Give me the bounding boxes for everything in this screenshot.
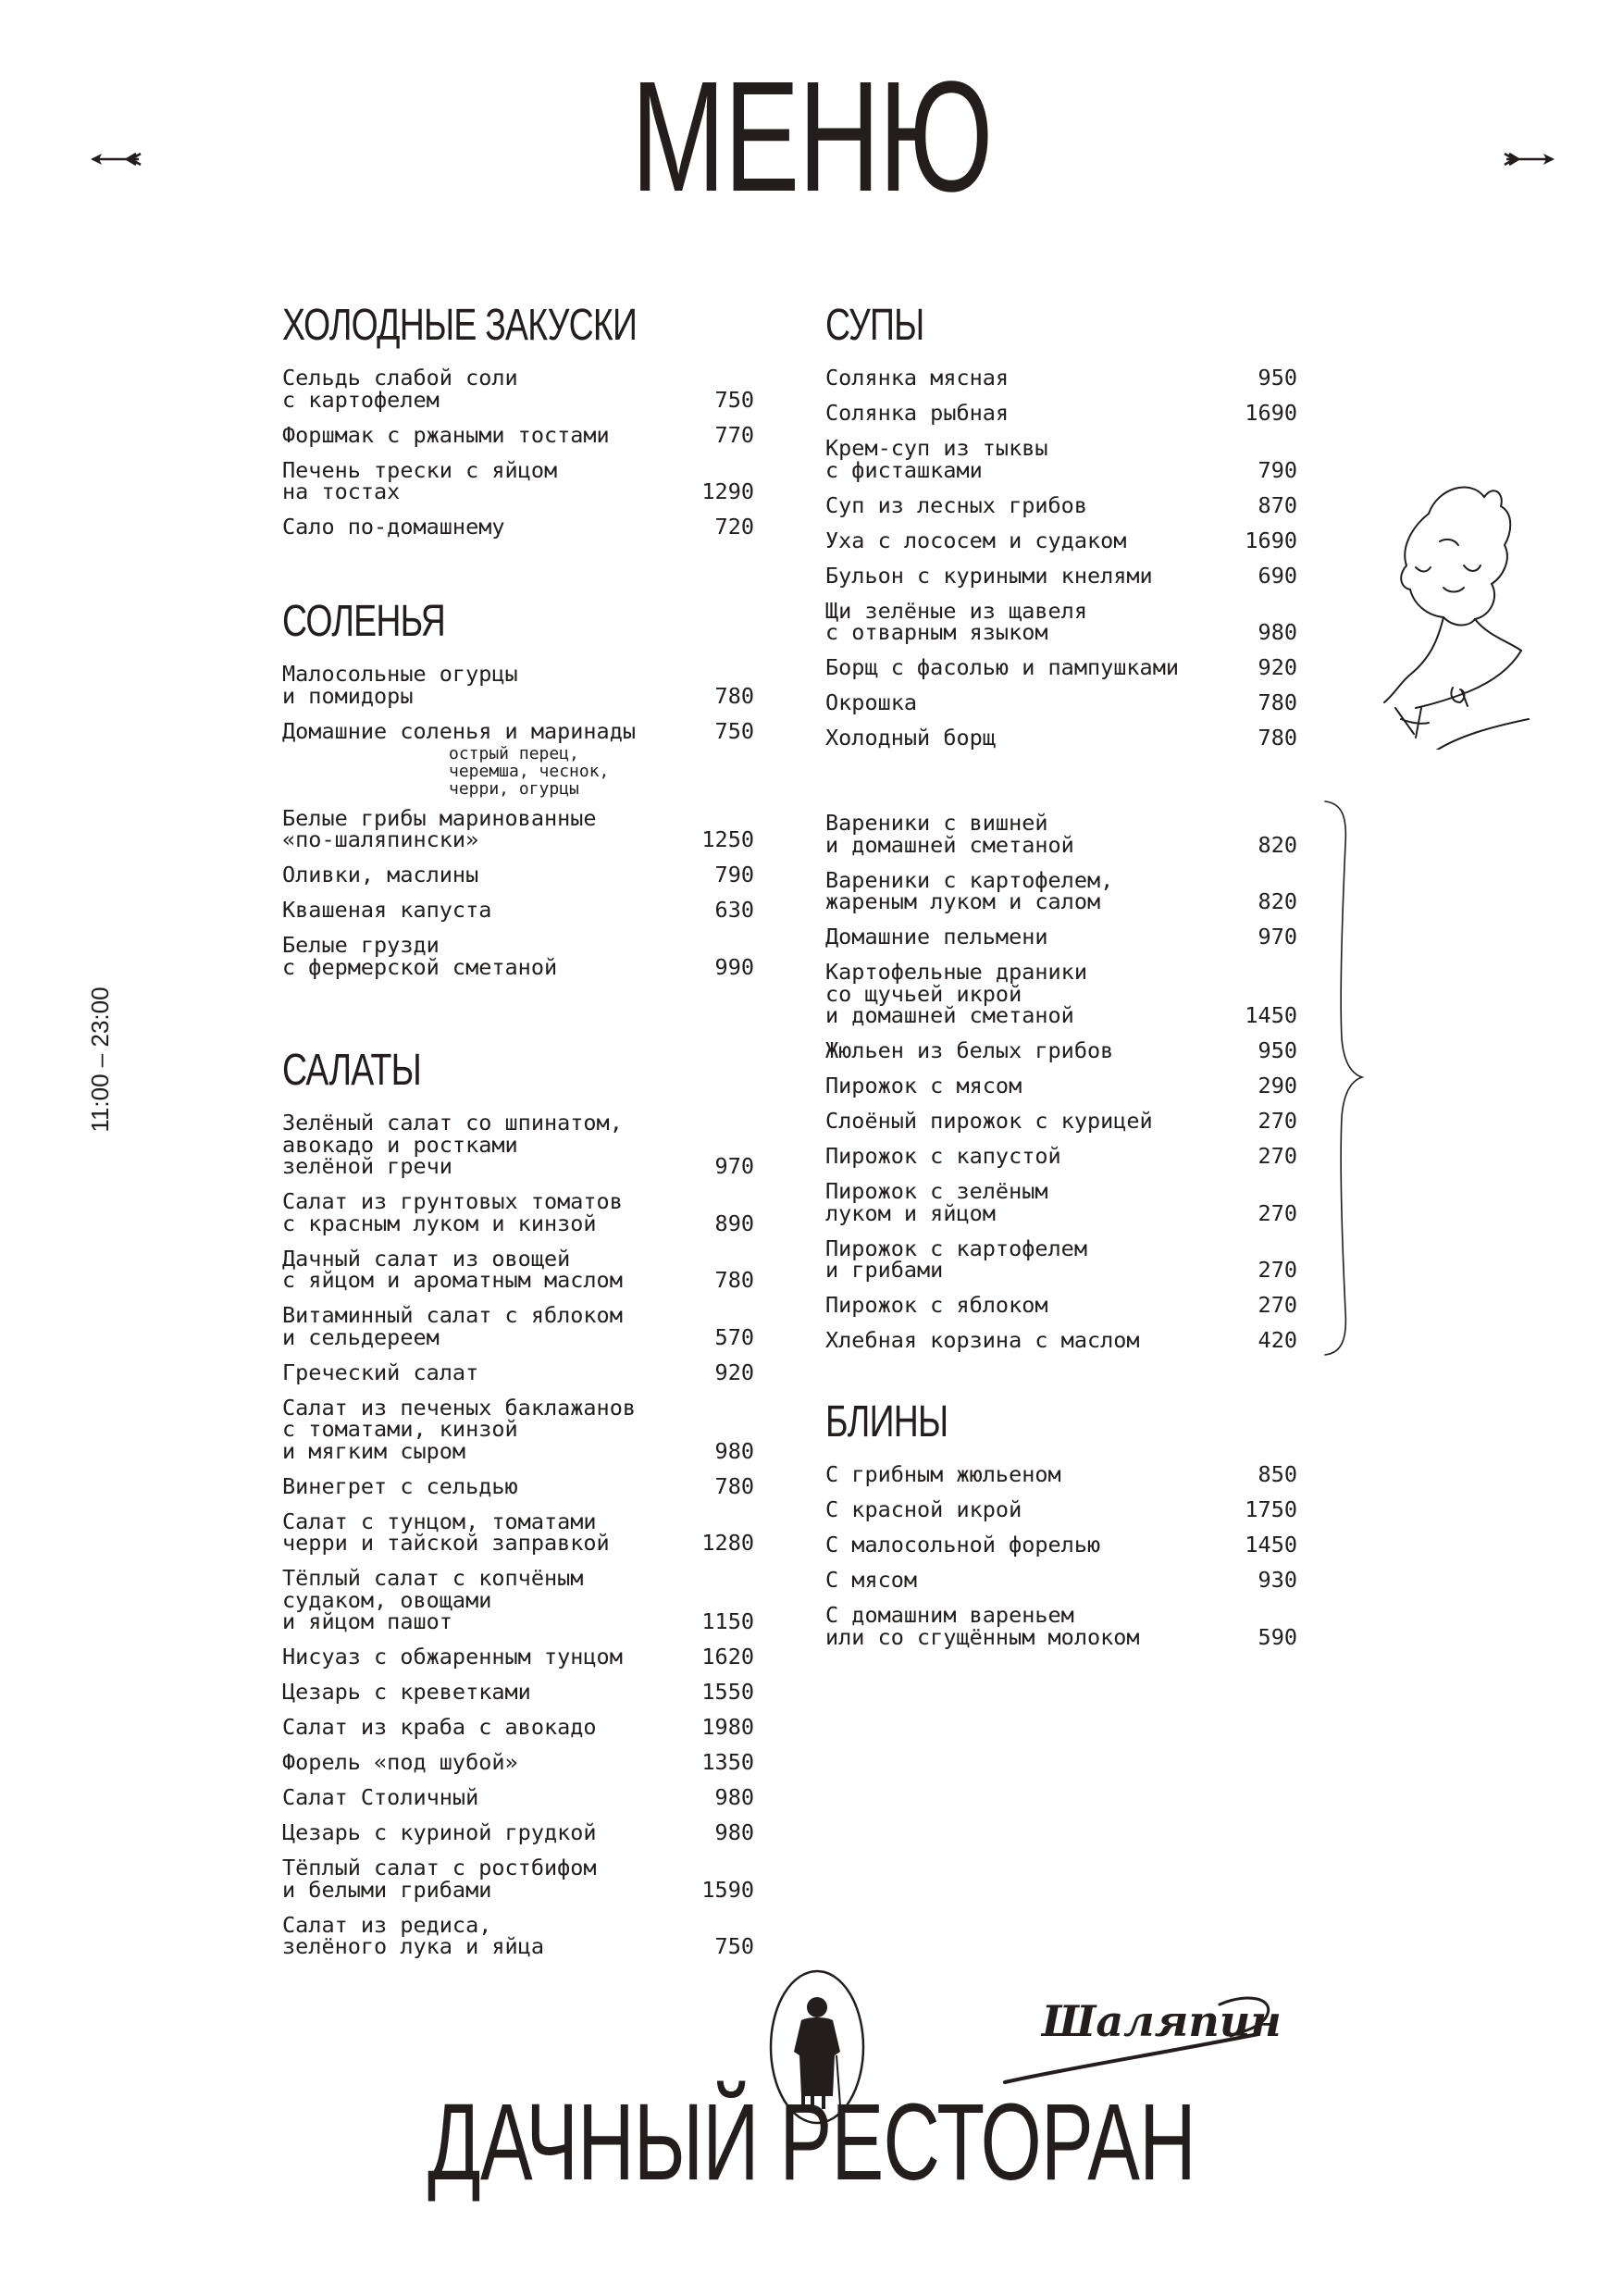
dish-price: 1750 <box>1245 1496 1297 1522</box>
dish-price: 750 <box>714 717 754 744</box>
menu-item <box>282 1359 754 1385</box>
dish-price: 290 <box>1258 1073 1297 1098</box>
section-title: ХОЛОДНЫЕ ЗАКУСКИ <box>282 301 638 350</box>
dish-price: 890 <box>714 1210 754 1236</box>
menu-item <box>825 926 1297 949</box>
dish-price: 780 <box>714 1472 754 1499</box>
dish-name: Картофельные драники со щучьей икрой и домашней сметаной <box>825 959 1087 1028</box>
dish-name: С грибным жюльеном <box>825 1461 1061 1487</box>
menu-item <box>282 897 754 923</box>
menu-item <box>825 400 1297 426</box>
dish-name: Белые грибы маринованные «по-шаляпински» <box>282 804 597 852</box>
dish-name: Окрошка <box>825 689 918 715</box>
menu-item <box>282 717 754 799</box>
menu-item <box>282 1245 754 1293</box>
dish-price: 1250 <box>701 826 754 852</box>
dish-name: Печень трески с яйцом на тостах <box>282 456 558 504</box>
menu-item <box>825 491 1297 518</box>
dish-name: Пирожок с капустой <box>825 1143 1061 1169</box>
menu-item <box>825 562 1297 589</box>
menu-item <box>825 1235 1297 1283</box>
menu-item <box>825 435 1297 483</box>
dish-price: 790 <box>714 862 754 887</box>
dish-price: 850 <box>1258 1461 1297 1487</box>
menu-item <box>825 367 1297 390</box>
dish-price: 270 <box>1258 1199 1297 1226</box>
dish-price: 270 <box>1258 1143 1297 1169</box>
dish-price: 750 <box>714 1933 754 1959</box>
dish-price: 420 <box>1258 1327 1297 1353</box>
curly-brace-icon <box>1321 798 1368 1358</box>
signature-logo <box>988 1979 1282 2088</box>
dish-name: Жюльен из белых грибов <box>825 1037 1114 1063</box>
menu-item <box>825 1496 1297 1522</box>
menu-list <box>825 810 1297 1353</box>
menu-item <box>282 1857 754 1901</box>
dish-price: 1290 <box>701 478 754 504</box>
menu-item <box>282 864 754 887</box>
menu-item <box>825 1178 1297 1226</box>
dish-price: 970 <box>714 1153 754 1179</box>
restaurant-name: ДАЧНЫЙ РЕСТОРАН <box>427 2081 1196 2203</box>
dish-price: 990 <box>714 953 754 980</box>
section-title: СОЛЕНЬЯ <box>282 597 445 646</box>
dish-name: Солянка мясная <box>825 365 1010 391</box>
dish-name: Форшмак с ржаными тостами <box>282 421 610 448</box>
dish-name: Салат из печеных баклажанов с томатами, кинзой и мягким сыром <box>282 1394 637 1464</box>
section-cold-appetizers <box>282 301 754 552</box>
menu-item <box>825 1292 1297 1318</box>
dish-name: Салат из редиса, зелёного лука и яйца <box>282 1911 544 1959</box>
menu-item <box>282 1714 754 1740</box>
dish-name: Вареники с вишней и домашней сметаной <box>825 810 1074 858</box>
menu-item <box>282 1679 754 1705</box>
dish-price: 920 <box>714 1359 754 1385</box>
dish-name: Белые грузди с фермерской сметаной <box>282 932 558 980</box>
dish-name: Домашние соленья и маринады <box>282 717 637 744</box>
menu-item <box>282 1394 754 1464</box>
dish-price: 1690 <box>1245 527 1297 553</box>
menu-item <box>825 1037 1297 1063</box>
dish-name: Винегрет с сельдью <box>282 1472 518 1499</box>
section-soups <box>825 301 1297 763</box>
dish-name: Холодный борщ <box>825 725 996 751</box>
dish-price: 780 <box>714 1267 754 1293</box>
dish-price: 820 <box>1258 831 1297 858</box>
arrow-left-icon <box>87 150 142 168</box>
dish-price: 590 <box>1258 1623 1297 1650</box>
menu-item <box>282 516 754 539</box>
dish-name: Салат из краба с авокадо <box>282 1714 597 1740</box>
menu-item <box>282 1508 754 1556</box>
menu-item <box>825 597 1297 645</box>
dish-price: 930 <box>1258 1567 1297 1593</box>
dish-price: 980 <box>1258 619 1297 645</box>
dish-price: 690 <box>1258 562 1297 589</box>
dish-price: 920 <box>1258 654 1297 680</box>
dish-price: 950 <box>1258 365 1297 391</box>
menu-list <box>282 661 754 980</box>
menu-item <box>825 1534 1297 1557</box>
dish-name: Слоёный пирожок с курицей <box>825 1108 1153 1134</box>
dish-name: Нисуаз с обжаренным тунцом <box>282 1644 623 1669</box>
menu-item <box>825 527 1297 553</box>
dish-name: Квашеная капуста <box>282 897 492 923</box>
dish-price: 780 <box>714 682 754 709</box>
dish-price: 950 <box>1258 1037 1297 1063</box>
menu-item <box>282 1749 754 1775</box>
menu-item <box>282 456 754 504</box>
dish-price: 1450 <box>1245 1532 1297 1558</box>
menu-item <box>825 1567 1297 1593</box>
menu-item <box>825 727 1297 750</box>
dish-name: Пирожок с зелёным луком и яйцом <box>825 1178 1048 1226</box>
dish-name: Хлебная корзина с маслом <box>825 1327 1140 1353</box>
menu-item <box>825 1143 1297 1169</box>
menu-item <box>825 1602 1297 1650</box>
menu-item <box>825 689 1297 715</box>
dish-name: Салат из грунтовых томатов с красным луком и кинзой <box>282 1188 623 1236</box>
menu-item <box>282 1565 754 1634</box>
dish-name: С красной икрой <box>825 1496 1022 1522</box>
menu-item <box>825 1461 1297 1487</box>
menu-item <box>825 866 1297 914</box>
chaliapin-sketch-illustration <box>1373 477 1530 750</box>
dish-name: Щи зелёные из щавеля с отварным языком <box>825 597 1087 645</box>
dish-price: 790 <box>1258 456 1297 483</box>
dish-price: 720 <box>714 514 754 540</box>
dish-name: С мясом <box>825 1567 918 1593</box>
menu-list <box>825 367 1297 750</box>
menu-item <box>825 810 1297 858</box>
arrow-right-icon <box>1503 150 1558 168</box>
dish-name: Форель «под шубой» <box>282 1749 518 1775</box>
menu-item <box>825 1075 1297 1098</box>
dish-price: 820 <box>1258 888 1297 914</box>
menu-list <box>282 367 754 539</box>
section-salads <box>282 1046 754 1971</box>
dish-price: 780 <box>1258 689 1297 715</box>
menu-item <box>825 1327 1297 1353</box>
dish-name: Сало по-домашнему <box>282 514 505 540</box>
dish-price: 980 <box>714 1437 754 1464</box>
dish-price: 630 <box>714 897 754 923</box>
dish-name: Греческий салат <box>282 1359 479 1385</box>
dish-name: Домашние пельмени <box>825 924 1048 949</box>
dish-price: 1620 <box>701 1644 754 1669</box>
menu-item <box>825 1108 1297 1134</box>
dish-price: 1550 <box>701 1679 754 1705</box>
menu-item <box>282 1646 754 1669</box>
dish-price: 1350 <box>701 1749 754 1775</box>
menu-item <box>282 661 754 709</box>
menu-item <box>282 367 754 411</box>
menu-item <box>282 1911 754 1959</box>
dish-price: 270 <box>1258 1292 1297 1318</box>
dish-price: 1980 <box>701 1714 754 1740</box>
dish-price: 980 <box>714 1819 754 1845</box>
menu-item <box>282 804 754 852</box>
dish-name: Дачный салат из овощей с яйцом и ароматным маслом <box>282 1245 623 1293</box>
dish-price: 780 <box>1258 725 1297 751</box>
dish-price: 970 <box>1258 924 1297 949</box>
dish-name: Цезарь с куриной грудкой <box>282 1819 597 1845</box>
dish-name: Пирожок с мясом <box>825 1073 1022 1098</box>
dish-name: С малосольной форелью <box>825 1532 1101 1558</box>
dish-price: 770 <box>714 421 754 448</box>
dish-name: Оливки, маслины <box>282 862 479 887</box>
menu-item <box>282 1302 754 1350</box>
dish-name: С домашним вареньем или со сгущённым молоком <box>825 1602 1140 1650</box>
dish-name: Борщ с фасолью и пампушками <box>825 654 1180 680</box>
dish-name: Солянка рыбная <box>825 400 1010 426</box>
menu-list <box>282 1112 754 1958</box>
menu-item <box>282 1472 754 1499</box>
menu-item <box>282 1112 754 1178</box>
dish-name: Суп из лесных грибов <box>825 491 1087 518</box>
dish-name: Салат с тунцом, томатами черри и тайской заправкой <box>282 1508 610 1556</box>
dish-name: Пирожок с картофелем и грибами <box>825 1235 1087 1283</box>
dish-name: Вареники с картофелем, жареным луком и салом <box>825 866 1114 914</box>
menu-item <box>282 421 754 448</box>
dish-name: Тёплый салат с копчёным судаком, овощами и яйцом пашот <box>282 1565 584 1634</box>
section-hot-dishes <box>825 810 1297 1365</box>
dish-price: 1150 <box>701 1608 754 1634</box>
section-blini <box>825 1397 1297 1662</box>
dish-price: 570 <box>714 1323 754 1350</box>
dish-price: 270 <box>1258 1257 1297 1283</box>
dish-name: Цезарь с креветками <box>282 1679 531 1705</box>
dish-note: острый перец, черемша, чеснок, черри, огурцы <box>449 744 610 799</box>
section-title: БЛИНЫ <box>825 1397 948 1446</box>
section-title: СУПЫ <box>825 301 924 350</box>
dish-name: Сельдь слабой соли с картофелем <box>282 365 518 413</box>
opening-hours: 11:00 – 23:00 <box>86 987 114 1133</box>
dish-price: 980 <box>714 1784 754 1810</box>
menu-item <box>825 959 1297 1028</box>
menu-item <box>282 1188 754 1236</box>
dish-name: Зелёный салат со шпинатом, авокадо и ростками зелёной гречи <box>282 1110 623 1179</box>
menu-item <box>282 1819 754 1845</box>
dish-price: 270 <box>1258 1108 1297 1134</box>
menu-item <box>825 654 1297 680</box>
dish-name: Малосольные огурцы и помидоры <box>282 661 518 709</box>
dish-name: Бульон с куриными кнелями <box>825 562 1153 589</box>
dish-price: 870 <box>1258 491 1297 518</box>
section-title: САЛАТЫ <box>282 1046 421 1095</box>
dish-name: Салат Столичный <box>282 1784 479 1810</box>
dish-name: Витаминный салат с яблоком и сельдереем <box>282 1302 623 1350</box>
dish-name: Крем-суп из тыквы с фисташками <box>825 435 1048 483</box>
dish-price: 750 <box>714 386 754 413</box>
dish-price: 1450 <box>1245 1002 1297 1028</box>
dish-price: 1690 <box>1245 400 1297 426</box>
section-pickles <box>282 597 754 992</box>
menu-item <box>282 1784 754 1810</box>
dish-name: Тёплый салат с ростбифом и белыми грибами <box>282 1855 597 1903</box>
svg-text:Шаляпин: Шаляпин <box>1042 1996 1282 2046</box>
dish-name: Пирожок с яблоком <box>825 1292 1048 1318</box>
dish-price: 1280 <box>701 1530 754 1556</box>
dish-price: 1590 <box>701 1876 754 1903</box>
dish-name: Уха с лососем и судаком <box>825 527 1127 553</box>
menu-item <box>282 932 754 980</box>
menu-list <box>825 1461 1297 1650</box>
menu-title: МЕНЮ <box>631 49 992 225</box>
